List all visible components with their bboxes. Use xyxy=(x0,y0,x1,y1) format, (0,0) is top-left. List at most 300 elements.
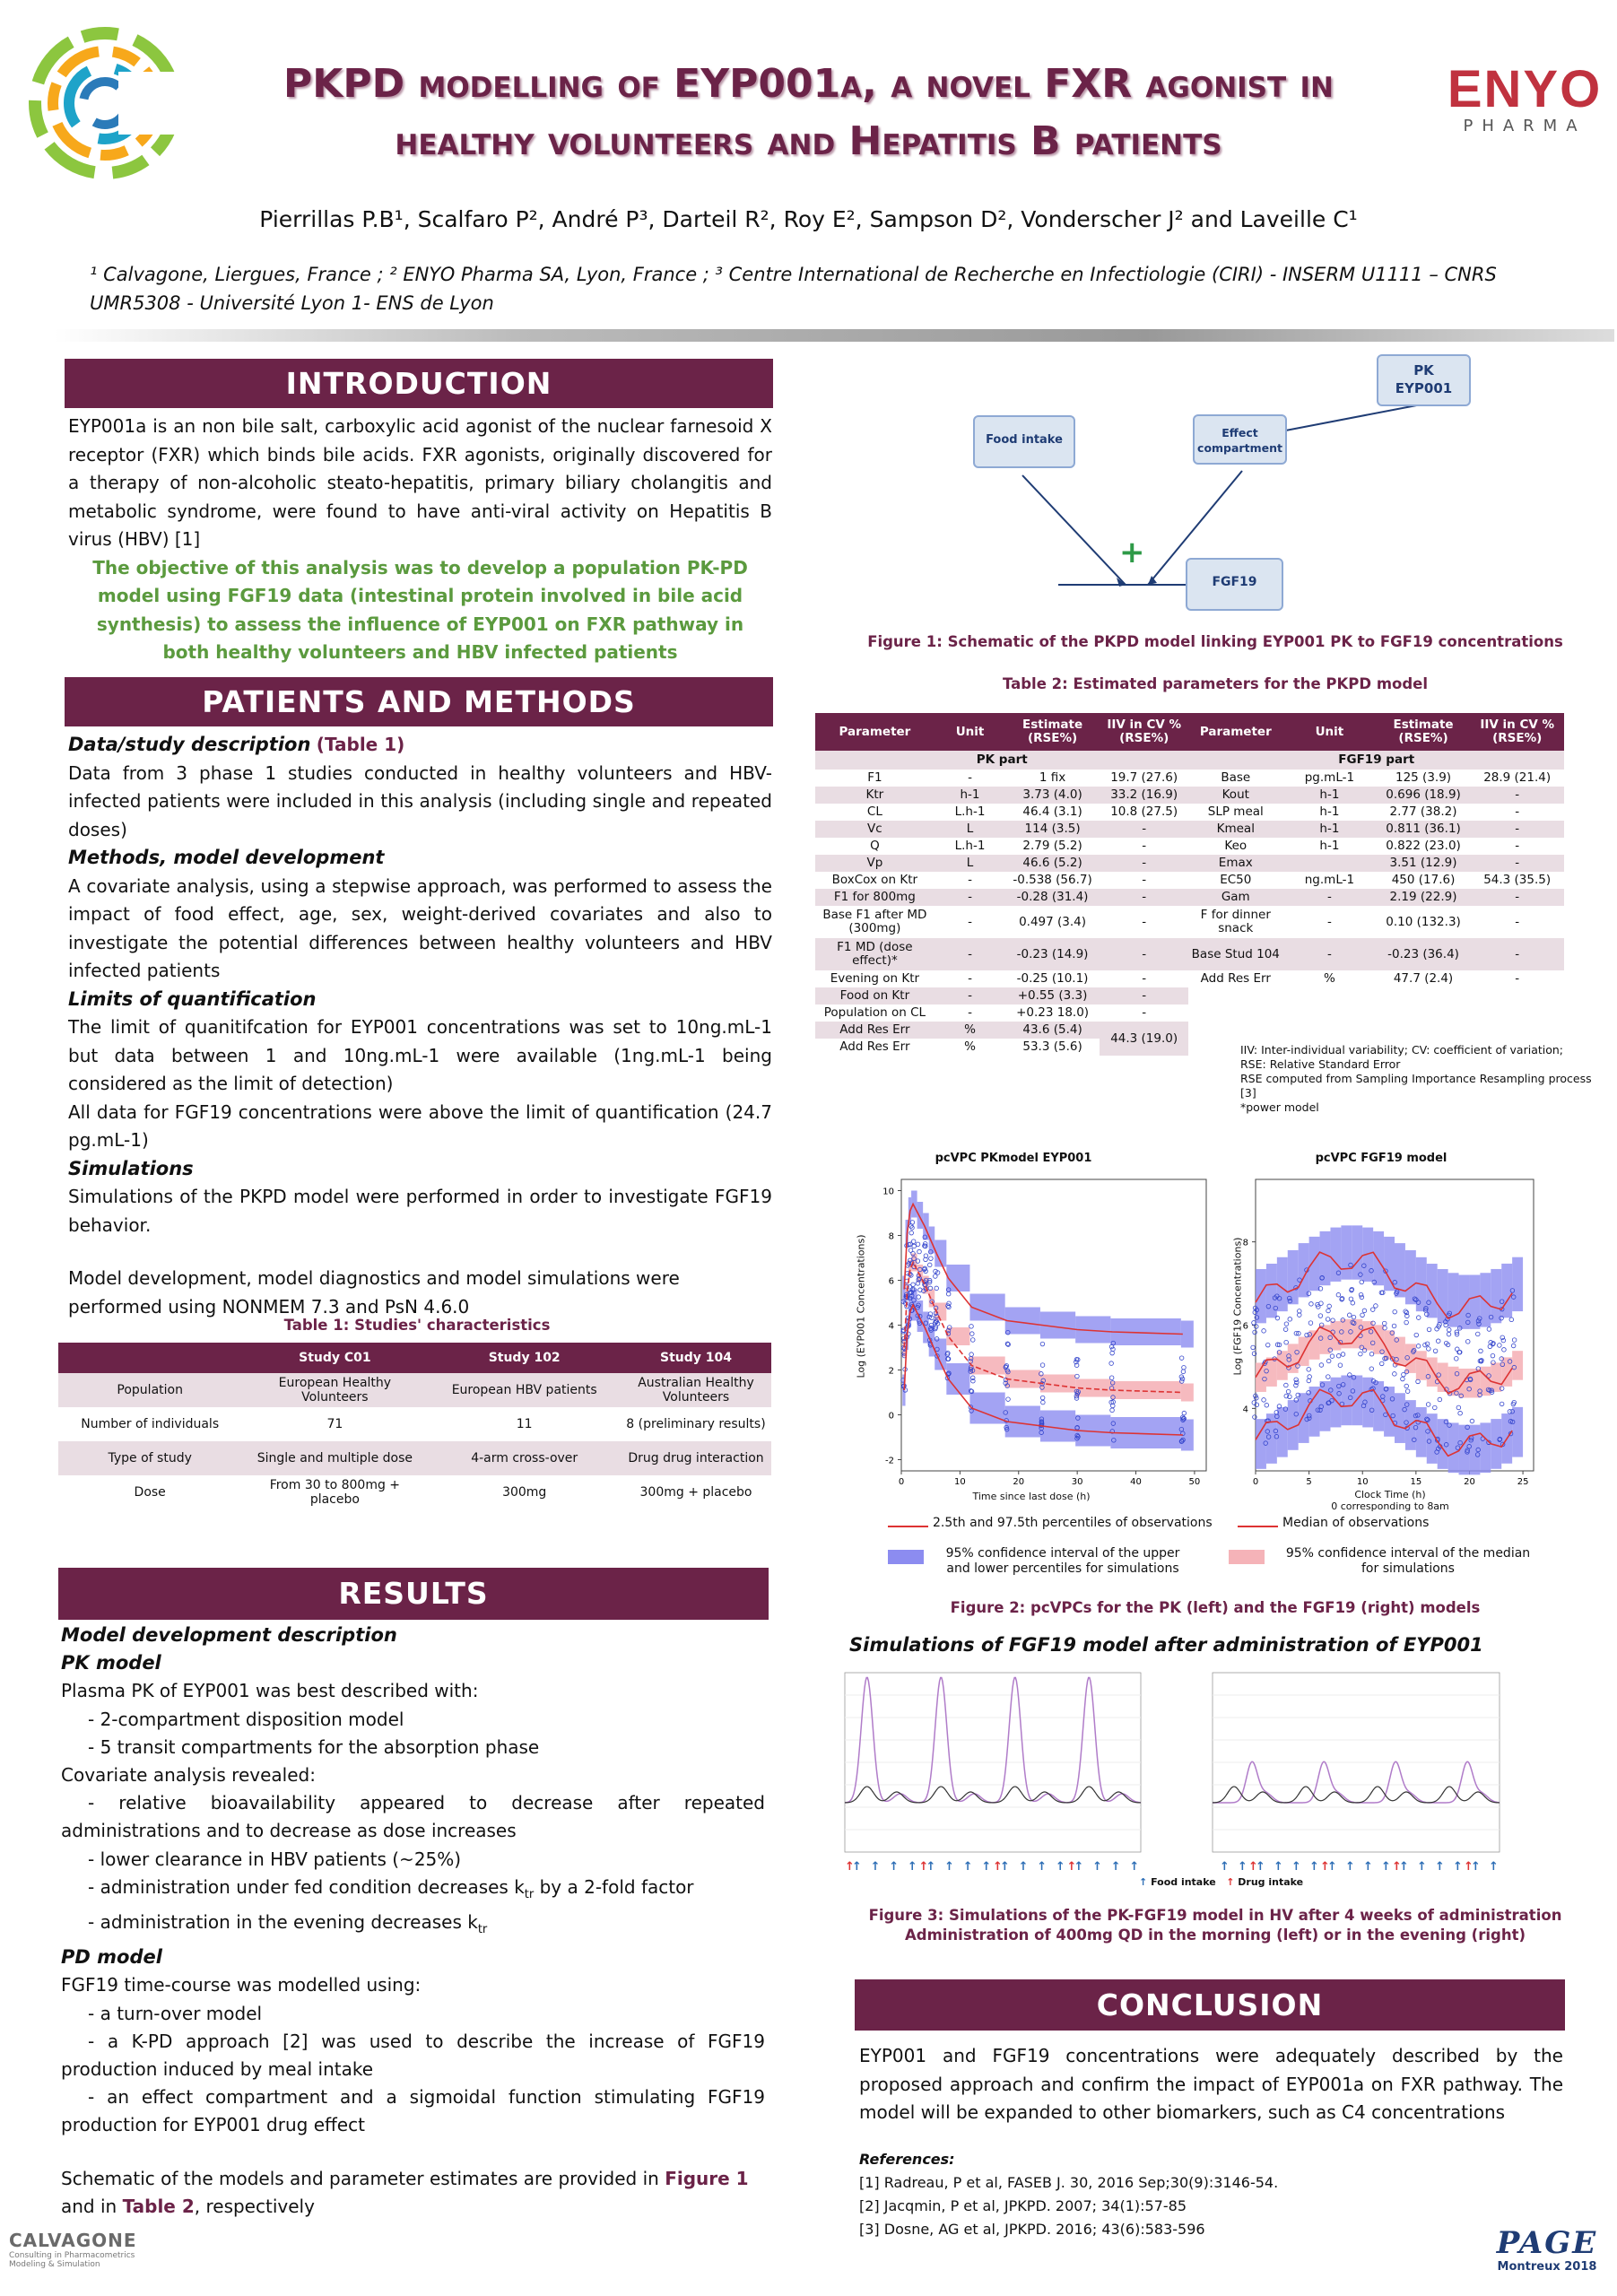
table2-header: IIV in CV % (RSE%) xyxy=(1470,713,1564,751)
food-arrow-icon: ↑ xyxy=(907,1860,917,1874)
food-arrow-icon: ↑ xyxy=(944,1860,955,1874)
ci-upper-band xyxy=(969,1294,1004,1321)
table2-cell: Vp xyxy=(815,855,935,872)
table2-row xyxy=(815,787,1564,804)
table2-note: IIV: Inter-individual variability; CV: coefficient of variation; xyxy=(1240,1043,1564,1057)
table2-cell xyxy=(1282,1004,1377,1022)
table2-cell: +0.23 18.0) xyxy=(1016,1005,1090,1020)
references-heading: References: xyxy=(859,2151,955,2168)
page-logo-text: PAGE xyxy=(1496,2225,1598,2261)
ci-lower-band xyxy=(1384,1387,1395,1437)
methods-text-loq: The limit of quanitifcation for EYP001 concentrations was set to 10ng.mL-1 but data between 1 and 10ng.mL-1 were available (1ng.mL-1 being considered as the limit of detection) xyxy=(68,1016,772,1094)
ci-upper-band xyxy=(1181,1321,1194,1348)
methods-text-fgf: All data for FGF19 concentrations were above the limit of quantification (24.7 pg.mL-1) xyxy=(68,1100,772,1151)
introduction-section xyxy=(68,413,772,667)
table2-row xyxy=(815,889,1564,906)
drug-arrow-icon: ↑ xyxy=(1392,1860,1402,1874)
table2-cell: L.h-1 xyxy=(954,804,986,819)
vpc-right-xlabel xyxy=(1300,1489,1480,1512)
y-tick-label: -2 xyxy=(885,1456,894,1466)
methods-text-model: A covariate analysis, using a stepwise approach, was performed to assess the impact of food effect, age, sex, weight-derived covariates and also to investigate the potential differences between healthy volunteers and HBV infected patients xyxy=(68,874,772,981)
results-bullet-sub: tr xyxy=(524,1887,535,1901)
results-bullet: - relative bioavailability appeared to decrease after repeated administrations and to decrease as dose increases xyxy=(61,1792,765,1842)
table2-cell: Base Stud 104 xyxy=(1188,938,1282,970)
figure3-heading: Simulations of FGF19 model after administration of EYP001 xyxy=(849,1634,1483,1656)
table2-cell: % xyxy=(1323,971,1335,986)
table2-header: Parameter xyxy=(1188,713,1282,751)
page-logo-sub: Montreux 2018 xyxy=(1497,2260,1597,2274)
y-tick-label: 6 xyxy=(1242,1321,1248,1332)
table2-cell: Ktr xyxy=(815,787,935,804)
ci-median-band xyxy=(1459,1369,1470,1398)
objective-text: The objective of this analysis was to develop a population PK-PD model using FGF19 data (intestinal protein involved in bile acid synthesis) to assess the influence of EYP001 on FXR pathway in both healthy volunteers and HBV infected patients xyxy=(92,556,748,663)
drug-arrow-icon: ↑ xyxy=(918,1860,929,1874)
table1-cell: European Healthy Volunteers xyxy=(241,1373,428,1407)
results-bullet-text: - administration in the evening decreases k xyxy=(88,1911,478,1934)
results-bullet xyxy=(61,1874,765,1909)
ci-upper-band xyxy=(1266,1264,1277,1318)
table2-row xyxy=(815,987,1564,1004)
table1-cell: 11 xyxy=(516,1417,533,1431)
sim-right-chart xyxy=(1193,1664,1569,1879)
table2-cell: 54.3 (35.5) xyxy=(1483,873,1552,887)
food-arrow-icon: ↑ xyxy=(870,1860,881,1874)
table2-cell: - xyxy=(1470,855,1564,872)
table2-cell: Evening on Ktr xyxy=(830,971,920,986)
table2-cell: 2.79 (5.2) xyxy=(1022,839,1082,853)
food-arrow-icon: ↑ xyxy=(1363,1860,1373,1874)
ci-median-band xyxy=(1040,1375,1075,1393)
ci-upper-band xyxy=(1405,1250,1416,1304)
affiliation-line-2: UMR5308 - Université Lyon 1- ENS de Lyon xyxy=(90,292,494,314)
ci-lower-band xyxy=(923,1312,929,1344)
table2-notes xyxy=(1240,1043,1599,1115)
effect-box-label-2: compartment xyxy=(1197,441,1282,455)
title-line-2: healthy volunteers and Hepatitis B patients xyxy=(395,118,1222,164)
food-arrow-icon: ↑ xyxy=(1417,1860,1427,1874)
x-tick-label: 50 xyxy=(1188,1477,1201,1487)
table2-cell: Food on Ktr xyxy=(815,987,935,1004)
table2-cell: Q xyxy=(870,839,880,853)
y-tick-label: 0 xyxy=(888,1411,894,1422)
drug-arrow-icon: ↑ xyxy=(1066,1860,1077,1874)
ci-upper-band xyxy=(1352,1225,1362,1279)
table2-cell xyxy=(1470,1004,1564,1022)
vpc-left-xlabel: Time since last dose (h) xyxy=(972,1491,1091,1502)
table2-cell: h-1 xyxy=(1282,787,1377,804)
table2-cell: 0.10 (132.3) xyxy=(1386,914,1461,929)
food-intake-label: Food intake xyxy=(1151,1876,1216,1888)
table2-cell: - xyxy=(968,971,972,986)
table2-cell: L xyxy=(935,855,1005,872)
ci-upper-band xyxy=(917,1202,924,1229)
table2-cell: -0.23 (36.4) xyxy=(1377,938,1471,970)
ci-upper-band xyxy=(1309,1237,1320,1291)
table2-cell: - xyxy=(1515,804,1520,819)
table2-cell: - xyxy=(1515,971,1520,986)
figure2-caption: Figure 2: pcVPCs for the PK (left) and the FGF19 (right) models xyxy=(950,1599,1481,1616)
ci-upper-band xyxy=(923,1213,929,1240)
food-arrow-icon: ↑ xyxy=(1110,1860,1121,1874)
reference-item: [2] Jacqmin, P et al, JPKPD. 2007; 34(1):57-85 xyxy=(859,2197,1187,2214)
enyo-logo-text: ENYO xyxy=(1447,60,1603,118)
calvagone-footer-text: CALVAGONE xyxy=(9,2230,137,2251)
results-bullet-text: - administration under fed condition decreases k xyxy=(88,1875,525,1898)
food-arrow-icon: ↑ xyxy=(1238,1860,1248,1874)
x-tick-label: 10 xyxy=(954,1477,966,1487)
affiliation-line-1: ¹ Calvagone, Liergues, France ; ² ENYO Pharma SA, Lyon, France ; ³ Centre International de Recherche en Infectiologie (CIRI) - INSERM U1111 – CNRS xyxy=(90,264,1497,285)
effect-compartment-box xyxy=(1193,414,1287,465)
table2-cell: Base xyxy=(1221,770,1251,785)
results-heading: RESULTS xyxy=(58,1568,769,1620)
table2-cell: 10.8 (27.5) xyxy=(1110,804,1178,819)
results-bullet-sub: tr xyxy=(477,1923,488,1937)
y-tick-label: 10 xyxy=(882,1187,894,1197)
calvagone-footer-logo xyxy=(9,2230,188,2269)
results-sub-pk: PK model xyxy=(61,1652,161,1674)
y-tick-label: 8 xyxy=(888,1231,894,1242)
table2-row xyxy=(815,821,1564,838)
food-arrow-icon: ↑ xyxy=(1435,1860,1445,1874)
methods-section xyxy=(68,731,772,1321)
table2-note: RSE: Relative Standard Error xyxy=(1240,1057,1401,1071)
table2-cell: 46.6 (5.2) xyxy=(1005,855,1100,872)
food-arrow-icon: ↑ xyxy=(1381,1860,1391,1874)
ci-median-band xyxy=(1181,1384,1194,1402)
table2-cell: Emax xyxy=(1188,855,1282,872)
y-tick-label: 4 xyxy=(1242,1405,1248,1415)
methods-text-sim: Simulations of the PKPD model were performed in order to investigate FGF19 behavior. xyxy=(68,1186,772,1236)
table2-row xyxy=(815,770,1564,787)
vpc-left-chart xyxy=(852,1166,1220,1507)
food-arrow-icon: ↑ xyxy=(889,1860,900,1874)
table1-cell: European HBV patients xyxy=(428,1373,621,1407)
table1-cell: 300mg xyxy=(502,1485,547,1500)
methods-heading: PATIENTS AND METHODS xyxy=(65,677,773,726)
drug-arrow-icon: ↑ xyxy=(845,1860,855,1874)
enyo-logo xyxy=(1444,60,1605,135)
table2-cell xyxy=(1470,987,1564,1004)
food-intake-box: Food intake xyxy=(973,415,1075,468)
pk-box-label-2: EYP001 xyxy=(1395,380,1453,396)
food-arrow-icon: ↑ xyxy=(1256,1860,1265,1874)
ci-median-band xyxy=(1416,1351,1427,1380)
table2-cell: 53.3 (5.6) xyxy=(1022,1039,1082,1054)
table2-cell: EC50 xyxy=(1220,873,1252,887)
results-sub-model: Model development description xyxy=(61,1624,397,1646)
vpc-right-title: pcVPC FGF19 model xyxy=(1315,1152,1447,1165)
table2-cell: CL xyxy=(866,804,882,819)
table2-header: IIV in CV % (RSE%) xyxy=(1100,713,1189,751)
food-arrow-icon: ↑ xyxy=(1453,1860,1463,1874)
ci-lower-band xyxy=(1181,1420,1194,1451)
results-bullet: - an effect compartment and a sigmoidal function stimulating FGF19 production for EYP001 drug effect xyxy=(61,2086,765,2136)
table2-cell: - xyxy=(935,987,1005,1004)
table2-cell xyxy=(1282,855,1377,872)
table1-cell: Type of study xyxy=(58,1441,241,1475)
x-tick-label: 30 xyxy=(1071,1477,1083,1487)
table1-caption: Table 1: Studies' characteristics xyxy=(283,1317,551,1334)
food-arrow-icon: ↑ xyxy=(1489,1860,1499,1874)
ci-upper-band xyxy=(1320,1231,1331,1285)
results-section xyxy=(61,1622,765,2221)
results-text: Covariate analysis revealed: xyxy=(61,1764,316,1787)
food-arrow-icon: ↑ xyxy=(1327,1860,1337,1874)
figure3-caption xyxy=(843,1906,1587,1945)
vpc-right-chart xyxy=(1220,1166,1543,1507)
table2-cell: 43.6 (5.4) xyxy=(1005,1022,1100,1039)
table2-cell: - xyxy=(1470,938,1564,970)
ci-median-band xyxy=(1330,1321,1341,1351)
table2-cell: 33.2 (16.9) xyxy=(1100,787,1189,804)
table1-cell: 300mg + placebo xyxy=(639,1485,752,1500)
table2-cell: 2.19 (22.9) xyxy=(1377,889,1471,906)
table2-cell: 46.4 (3.1) xyxy=(1022,804,1082,819)
results-bullet: - a turn-over model xyxy=(88,2002,263,2024)
sim-left-chart xyxy=(825,1664,1184,1879)
table1-header: Study C01 xyxy=(241,1343,428,1373)
pk-box-label: PK xyxy=(1413,362,1434,378)
reference-item: [3] Dosne, AG et al, JPKPD. 2016; 43(6):583-596 xyxy=(859,2221,1205,2238)
food-arrow-icon: ↑ xyxy=(1074,1860,1084,1874)
x-tick-label: 5 xyxy=(1306,1477,1312,1487)
vpc-left-title: pcVPC PKmodel EYP001 xyxy=(935,1152,1092,1165)
table2-cell xyxy=(1470,1022,1564,1039)
header-divider xyxy=(54,329,1614,342)
table2-cell: L xyxy=(935,821,1005,838)
table1-cell: From 30 to 800mg + placebo xyxy=(269,1478,401,1507)
observation-point xyxy=(1251,1345,1256,1350)
table2-cell: - xyxy=(1282,889,1377,906)
ci-upper-band xyxy=(1512,1257,1523,1311)
plus-sign: + xyxy=(1119,535,1145,570)
x-tick-label: 20 xyxy=(1013,1477,1025,1487)
table1-cell: Australian Healthy Volunteers xyxy=(621,1373,771,1407)
x-tick-label: 40 xyxy=(1130,1477,1142,1487)
table2-cell: Add Res Err xyxy=(1200,971,1271,986)
table2-cell: Kmeal xyxy=(1188,821,1282,838)
figure3-caption-1: Figure 3: Simulations of the PK-FGF19 model in HV after 4 weeks of administration xyxy=(868,1907,1562,1924)
table2-cell xyxy=(1377,1004,1471,1022)
food-arrow-icon: ↑ xyxy=(1399,1860,1409,1874)
y-tick-label: 2 xyxy=(888,1366,894,1377)
table2-cell: - xyxy=(1142,839,1147,853)
ci-lower-band xyxy=(1395,1393,1405,1443)
introduction-heading: INTRODUCTION xyxy=(65,359,773,408)
table2-cell: 19.7 (27.6) xyxy=(1110,770,1178,785)
table2-cell: F1 xyxy=(867,770,882,785)
results-bullet: - a K-PD approach [2] was used to describe the increase of FGF19 production induced by meal intake xyxy=(61,2030,765,2081)
table2-row xyxy=(815,1004,1564,1022)
ci-lower-band xyxy=(1448,1422,1459,1473)
effect-box-label: Effect xyxy=(1221,426,1258,439)
results-final-a: Schematic of the models and parameter estimates are provided in xyxy=(61,2167,665,2189)
enyo-logo-sub: PHARMA xyxy=(1463,117,1587,135)
table2-cell: pg.mL-1 xyxy=(1304,770,1355,785)
table2-cell: Gam xyxy=(1188,889,1282,906)
table2-cell: 28.9 (21.4) xyxy=(1483,770,1552,785)
ci-lower-band xyxy=(1469,1425,1480,1475)
table2-cell: 0.811 (36.1) xyxy=(1377,821,1471,838)
table2-cell: 3.51 (12.9) xyxy=(1377,855,1471,872)
table2-row xyxy=(815,804,1564,821)
table2-row xyxy=(815,838,1564,855)
methods-sub-sim: Simulations xyxy=(68,1157,194,1179)
table2-cell: - xyxy=(968,770,972,785)
pk-box xyxy=(1377,354,1471,406)
table2-cell: h-1 xyxy=(1319,839,1340,853)
legend-line-red xyxy=(888,1526,928,1527)
ci-upper-band xyxy=(1277,1257,1288,1311)
table2-cell: - xyxy=(1282,938,1377,970)
page-logo xyxy=(1484,2226,1610,2274)
results-final-text xyxy=(61,2165,765,2221)
table1-cell: 4-arm cross-over xyxy=(428,1441,621,1475)
food-arrow-icon: ↑ xyxy=(1309,1860,1319,1874)
table2-cell: 44.3 (19.0) xyxy=(1100,1022,1189,1056)
vpc-right-xlabel-1: Clock Time (h) xyxy=(1354,1489,1426,1500)
drug-arrow-icon: ↑ xyxy=(1248,1860,1258,1874)
food-arrow-icon: ↑ xyxy=(1220,1860,1230,1874)
title-line-1: PKPD modelling of EYP001a, a novel FXR agonist in xyxy=(283,61,1334,107)
table2-cell: - xyxy=(1100,821,1189,838)
table2-fgf-label: FGF19 part xyxy=(1188,751,1564,770)
table2-row xyxy=(815,872,1564,889)
table1-cell: Number of individuals xyxy=(81,1417,220,1431)
table2-cell: 47.7 (2.4) xyxy=(1393,971,1454,986)
calvagone-footer-sub: Consulting in Pharmacometrics xyxy=(9,2251,135,2260)
table2-cell xyxy=(1282,987,1377,1004)
results-final-e: , respectively xyxy=(194,2195,315,2217)
table2-cell: -0.25 (10.1) xyxy=(1016,971,1089,986)
table2-ref: Table 2 xyxy=(122,2195,195,2217)
table2-cell xyxy=(1282,1022,1377,1039)
table2-cell: 1 fix xyxy=(1039,770,1066,785)
table2-cell: 0.497 (3.4) xyxy=(1019,914,1087,929)
x-tick-label: 10 xyxy=(1356,1477,1369,1487)
figure1-ref: Figure 1 xyxy=(665,2167,749,2189)
table2-cell: - xyxy=(968,873,972,887)
table2-header: Parameter xyxy=(815,713,935,751)
vpc-left-ylabel: Log (EYP001 Concentrations) xyxy=(855,1234,867,1378)
legend-swatch-blue xyxy=(888,1550,924,1564)
table2-cell: 0.696 (18.9) xyxy=(1377,787,1471,804)
table2-cell: BoxCox on Ktr xyxy=(831,873,918,887)
methods-text-software: Model development, model diagnostics and model simulations were performed using NONMEM 7.3 and PsN 4.6.0 xyxy=(68,1267,680,1318)
table2-pk-label: PK part xyxy=(815,751,1188,770)
fgf19-box: FGF19 xyxy=(1186,558,1283,611)
ci-median-band xyxy=(946,1327,969,1345)
food-arrow-icon: ↑ xyxy=(926,1860,936,1874)
table1-cell: Drug drug interaction xyxy=(621,1441,771,1475)
table2-cell: - xyxy=(1470,821,1564,838)
food-arrow-icon: ↑ xyxy=(1139,1876,1148,1888)
table1-header xyxy=(58,1343,241,1373)
food-arrow-icon: ↑ xyxy=(1291,1860,1301,1874)
table2-cell: ng.mL-1 xyxy=(1304,873,1355,887)
table1-cell: Dose xyxy=(134,1485,166,1500)
table2-row xyxy=(815,970,1564,987)
table2-cell: 2.77 (38.2) xyxy=(1389,804,1457,819)
ci-upper-band xyxy=(911,1191,917,1218)
ci-lower-band xyxy=(1480,1422,1491,1473)
table1-cell: Single and multiple dose xyxy=(241,1441,428,1475)
table1-cell: 8 (preliminary results) xyxy=(626,1417,766,1431)
table2-cell: 0.822 (23.0) xyxy=(1386,839,1461,853)
food-arrow-icon: ↑ xyxy=(1018,1860,1029,1874)
food-arrow-icon: ↑ xyxy=(1471,1860,1481,1874)
figure3-caption-2: Administration of 400mg QD in the morning (left) or in the evening (right) xyxy=(904,1926,1526,1944)
table2-cell: - xyxy=(1142,914,1147,929)
x-tick-label: 0 xyxy=(898,1477,905,1487)
poster-title xyxy=(0,56,1617,170)
food-arrow-icon: ↑ xyxy=(981,1860,992,1874)
food-arrow-icon: ↑ xyxy=(1000,1860,1010,1874)
drug-arrow-icon: ↑ xyxy=(1226,1876,1235,1888)
table2-cell: F1 MD (dose effect)* xyxy=(815,938,935,970)
ci-median-band xyxy=(1362,1321,1373,1351)
table2-cell: Vc xyxy=(815,821,935,838)
table2-cell: h-1 xyxy=(1282,821,1377,838)
methods-sub-data: Data/study description xyxy=(68,734,311,755)
table2-cell: -0.28 (31.4) xyxy=(1005,889,1100,906)
vpc-right-xlabel-2: 0 corresponding to 8am xyxy=(1331,1500,1449,1512)
ci-lower-band xyxy=(1362,1378,1373,1428)
y-tick-label: 4 xyxy=(888,1321,894,1332)
ci-lower-band xyxy=(1512,1407,1523,1457)
table2-cell: Base F1 after MD (300mg) xyxy=(822,908,927,935)
ci-upper-band xyxy=(1427,1264,1438,1318)
table2-cell: Add Res Err xyxy=(839,1039,910,1054)
table2-cell xyxy=(1188,987,1282,1004)
introduction-text: EYP001a is an non bile salt, carboxylic acid agonist of the nuclear farnesoid X receptor (FXR) which binds bile acids. FXR agonists, originally discovered for a therapy of non-alcoholic steato-hepatitis, primary biliary cholangitis and metabolic syndrome, were found to have anti-viral activity on Hepatitis B virus (HBV) [1] xyxy=(68,415,772,550)
table2-cell: - xyxy=(1142,1005,1147,1020)
authors: Pierrillas P.B¹, Scalfaro P², André P³, Darteil R², Roy E², Sampson D², Vonderscher J² and Laveille C¹ xyxy=(259,206,1358,232)
legend-line-median xyxy=(1238,1526,1278,1527)
legend-text-pink: 95% confidence interval of the median for simulations xyxy=(1285,1546,1531,1576)
results-bullet: - 5 transit compartments for the absorption phase xyxy=(88,1735,540,1758)
results-sub-pd: PD model xyxy=(61,1946,162,1969)
drug-arrow-icon: ↑ xyxy=(1320,1860,1330,1874)
y-tick-label: 6 xyxy=(888,1276,894,1287)
table2-cell: Population on CL xyxy=(823,1005,926,1020)
table1-header: Study 104 xyxy=(621,1343,771,1373)
table2-cell xyxy=(1188,1022,1282,1039)
table1-cell: Population xyxy=(58,1373,241,1407)
ci-lower-band xyxy=(1309,1387,1320,1437)
food-arrow-icon: ↑ xyxy=(962,1860,973,1874)
table2-cell: - xyxy=(1470,787,1564,804)
ci-median-band xyxy=(1256,1362,1266,1392)
table2-note: RSE computed from Sampling Importance Resampling process [3] xyxy=(1240,1072,1592,1100)
results-final-c: and in xyxy=(61,2195,123,2217)
figure1-caption: Figure 1: Schematic of the PKPD model linking EYP001 PK to FGF19 concentrations xyxy=(867,633,1563,650)
affiliations xyxy=(90,260,1543,317)
food-arrow-icon: ↑ xyxy=(1274,1860,1283,1874)
food-arrow-icon: ↑ xyxy=(852,1860,862,1874)
ci-upper-band xyxy=(946,1265,969,1292)
table2-cell xyxy=(1377,987,1471,1004)
table2-cell: F for dinner snack xyxy=(1200,908,1271,935)
table2-cell: -0.538 (56.7) xyxy=(1013,873,1092,887)
table2-header: Unit xyxy=(1282,713,1377,751)
ci-upper-band xyxy=(1491,1269,1501,1323)
ci-upper-band xyxy=(1341,1225,1352,1279)
ci-lower-band xyxy=(1277,1407,1288,1457)
legend-text-median: Median of observations xyxy=(1282,1516,1430,1530)
table2-cell: - xyxy=(1515,914,1520,929)
table2-cell: - xyxy=(1515,839,1520,853)
